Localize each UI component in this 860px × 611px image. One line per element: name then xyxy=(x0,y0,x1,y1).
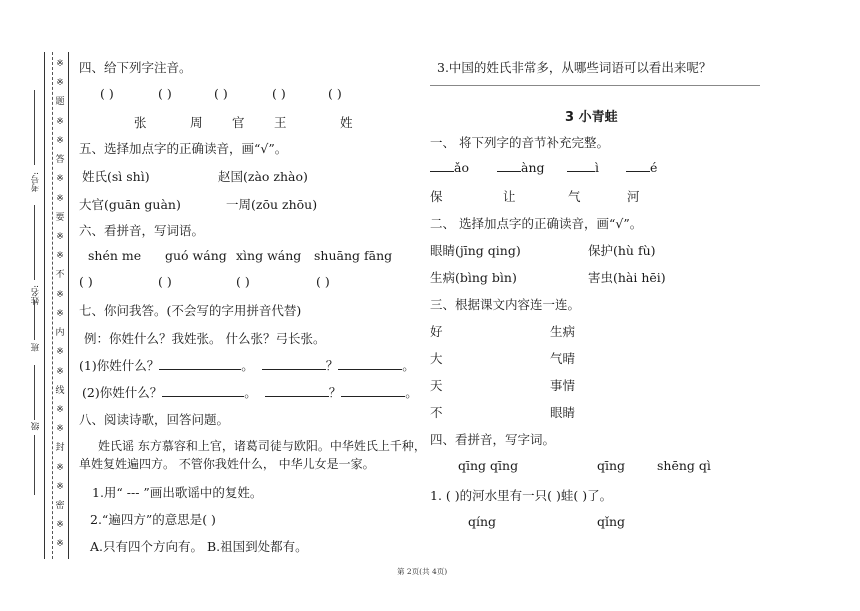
answer-line[interactable] xyxy=(430,85,760,86)
answer-paren[interactable]: ( ) xyxy=(272,86,286,101)
r-s4-pinyin: qǐng xyxy=(597,514,626,529)
margin-char: 内 xyxy=(55,328,65,339)
match-left[interactable]: 不 xyxy=(430,405,443,420)
s8-question-1: 1.用“ --- ”画出歌谣中的复姓。 xyxy=(92,485,263,500)
s4-char: 官 xyxy=(232,115,245,130)
s4-char: 周 xyxy=(190,115,203,130)
r-s1-char: 保 xyxy=(430,189,443,204)
s4-char: 张 xyxy=(134,115,147,130)
s4-char: 王 xyxy=(274,115,287,130)
r-s1-char: 让 xyxy=(503,189,516,204)
asterisk-mark: ※ xyxy=(56,404,64,415)
r-section-1-heading: 一、 将下列字的音节补充完整。 xyxy=(430,135,609,150)
answer-blank[interactable] xyxy=(567,160,595,172)
answer-paren[interactable]: ( ) xyxy=(158,274,172,289)
r-s4-pinyin: qíng xyxy=(468,514,497,529)
r-s2-item[interactable]: 保护(hù fù) xyxy=(588,243,656,258)
match-left[interactable]: 好 xyxy=(430,324,443,339)
section-6-heading: 六、看拼音，写词语。 xyxy=(79,223,205,238)
binding-line-outer xyxy=(44,52,45,559)
class-line xyxy=(34,300,35,340)
answer-paren[interactable]: ( ) xyxy=(328,86,342,101)
asterisk-mark: ※ xyxy=(56,424,64,435)
s6-pinyin: xìng wáng xyxy=(236,248,302,263)
s7-question-1: (1)你姓什么？ 。 ？ 。 xyxy=(79,358,415,373)
asterisk-mark: ※ xyxy=(56,174,64,185)
match-right[interactable]: 气晴 xyxy=(550,351,576,366)
asterisk-mark: ※ xyxy=(56,347,64,358)
exam-number-label: 考号: xyxy=(31,172,41,192)
s6-pinyin: shén me xyxy=(88,248,142,263)
binding-line-inner xyxy=(68,52,69,559)
asterisk-mark: ※ xyxy=(56,78,64,89)
asterisk-mark: ※ xyxy=(56,481,64,492)
r-section-3-heading: 三、根据课文内容连一连。 xyxy=(430,297,581,312)
answer-paren[interactable]: ( ) xyxy=(100,86,114,101)
match-right[interactable]: 事情 xyxy=(550,378,576,393)
asterisk-mark: ※ xyxy=(56,135,64,146)
answer-paren[interactable]: ( ) xyxy=(236,274,250,289)
s5-item[interactable]: 姓氏(sì shì) xyxy=(82,169,150,184)
r-s1-syllables: àng xyxy=(497,160,545,175)
margin-char: 题 xyxy=(55,97,65,108)
class-label: 班 xyxy=(31,343,41,352)
match-right[interactable]: 生病 xyxy=(550,324,576,339)
name-label: 姓名: xyxy=(31,285,41,305)
answer-blank[interactable] xyxy=(626,160,650,172)
grade-line xyxy=(34,365,35,420)
s7-question-2: (2)你姓什么？ 。 ？ 。 xyxy=(82,385,418,400)
r-s1-syllables: ǎo xyxy=(430,160,469,175)
s7-example: 例：你姓什么？我姓张。 什么张？弓长张。 xyxy=(84,331,326,346)
poem-line: 姓氏谣 东方慕容和上官，诸葛司徒与欧阳。中华姓氏上千种， xyxy=(98,439,426,453)
answer-paren[interactable]: ( ) xyxy=(79,274,93,289)
asterisk-mark: ※ xyxy=(56,366,64,377)
school-line xyxy=(34,435,35,495)
exam-number-line xyxy=(34,90,35,165)
r-section-2-heading: 二、 选择加点字的正确读音，画“√”。 xyxy=(430,216,643,231)
margin-char: 答 xyxy=(55,155,65,166)
answer-blank[interactable] xyxy=(159,358,241,370)
r-s2-item[interactable]: 眼睛(jīng qing) xyxy=(430,243,521,258)
question-3: 3.中国的姓氏非常多，从哪些词语可以看出来呢？ xyxy=(437,60,712,75)
s8-question-2[interactable]: 2.“遍四方”的意思是( ) xyxy=(90,512,216,527)
r-s1-syllables: ì xyxy=(567,160,599,175)
r-s4-pinyin: qīng qīng xyxy=(458,458,519,473)
margin-char: 线 xyxy=(55,385,65,396)
answer-paren[interactable]: ( ) xyxy=(214,86,228,101)
asterisk-mark: ※ xyxy=(56,520,64,531)
margin-char: 不 xyxy=(55,270,65,281)
section-8-heading: 八、阅读诗歌，回答问题。 xyxy=(79,412,230,427)
lesson-title: 3 小青蛙 xyxy=(565,110,618,125)
asterisk-mark: ※ xyxy=(56,231,64,242)
s5-item[interactable]: 一周(zōu zhōu) xyxy=(226,197,318,212)
match-left[interactable]: 大 xyxy=(430,351,443,366)
s4-char: 姓 xyxy=(340,115,353,130)
answer-blank[interactable] xyxy=(341,385,405,397)
section-5-heading: 五、选择加点字的正确读音，画“√”。 xyxy=(79,141,288,156)
asterisk-mark: ※ xyxy=(56,308,64,319)
r-s2-item[interactable]: 害虫(hài hēi) xyxy=(588,270,666,285)
poem-line: 单姓复姓遍四方。 不管你我姓什么， 中华儿女是一家。 xyxy=(79,457,375,471)
grade-label: 级 xyxy=(31,422,41,431)
asterisk-mark: ※ xyxy=(56,462,64,473)
match-left[interactable]: 天 xyxy=(430,378,443,393)
r-s4-pinyin: qīng xyxy=(597,458,626,473)
answer-blank[interactable] xyxy=(262,358,326,370)
answer-blank[interactable] xyxy=(162,385,244,397)
s5-item[interactable]: 赵国(zào zhào) xyxy=(218,169,308,184)
answer-paren[interactable]: ( ) xyxy=(316,274,330,289)
r-s1-syllables: é xyxy=(626,160,657,175)
asterisk-mark: ※ xyxy=(56,251,64,262)
asterisk-mark: ※ xyxy=(56,289,64,300)
answer-paren[interactable]: ( ) xyxy=(158,86,172,101)
r-s4-sentence[interactable]: 1. ( )的河水里有一只( )蛙( )了。 xyxy=(430,488,613,503)
asterisk-mark: ※ xyxy=(56,539,64,550)
r-s1-char: 河 xyxy=(627,189,640,204)
asterisk-mark: ※ xyxy=(56,193,64,204)
r-section-4-heading: 四、看拼音，写字词。 xyxy=(430,432,556,447)
section-7-heading: 七、你问我答。(不会写的字用拼音代替) xyxy=(79,303,302,318)
asterisk-mark: ※ xyxy=(56,59,64,69)
s5-item[interactable]: 大官(guān guàn) xyxy=(79,197,181,212)
r-s4-pinyin: shēng qì xyxy=(657,458,711,473)
answer-blank[interactable] xyxy=(338,358,402,370)
s6-pinyin: guó wáng xyxy=(165,248,227,263)
binding-marks xyxy=(52,55,68,555)
margin-char: 要 xyxy=(55,212,65,223)
section-4-heading: 四、给下列字注音。 xyxy=(79,60,192,75)
name-line xyxy=(34,205,35,280)
r-s1-char: 气 xyxy=(568,189,581,204)
asterisk-mark: ※ xyxy=(56,116,64,127)
answer-blank[interactable] xyxy=(497,160,521,172)
margin-char: 密 xyxy=(55,501,65,512)
page-footer: 第 2页(共 4页) xyxy=(397,567,448,576)
r-s2-item[interactable]: 生病(bìng bìn) xyxy=(430,270,517,285)
answer-blank[interactable] xyxy=(430,160,454,172)
answer-blank[interactable] xyxy=(265,385,329,397)
margin-char: 封 xyxy=(55,443,65,454)
s8-options[interactable]: A.只有四个方向有。 B.祖国到处都有。 xyxy=(90,539,308,554)
match-right[interactable]: 眼睛 xyxy=(550,405,576,420)
s6-pinyin: shuāng fāng xyxy=(314,248,393,263)
